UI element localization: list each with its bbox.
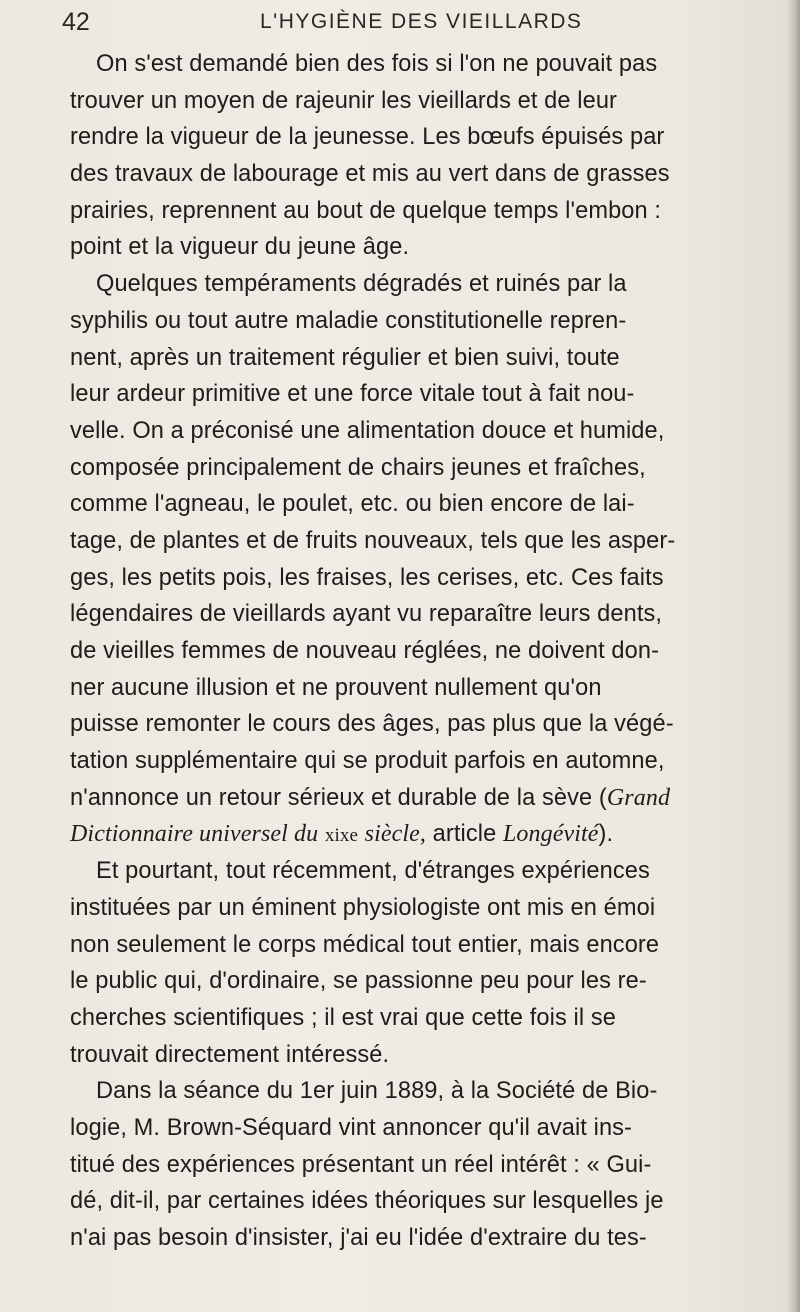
text-line: instituées par un éminent physiologiste ont mis en émoi bbox=[70, 894, 656, 921]
text-line: prairies, reprennent au bout de quelque temps l'embon : bbox=[70, 197, 662, 224]
text-line: cherches scientifiques ; il est vrai que cette fois il se bbox=[70, 1004, 616, 1031]
citation-article-word: article bbox=[432, 821, 497, 848]
text-line: puisse remonter le cours des âges, pas plus que la végé- bbox=[70, 711, 674, 738]
text-line: le public qui, d'ordinaire, se passionne peu pour les re- bbox=[70, 968, 647, 995]
text-line: Quelques tempéraments dégradés et ruinés par la bbox=[96, 271, 627, 298]
text-line: tation supplémentaire qui se produit parfois en automne, bbox=[70, 748, 665, 775]
text-line: Dans la séance du 1er juin 1889, à la Société de Bio- bbox=[96, 1078, 658, 1105]
page-number: 42 bbox=[62, 8, 90, 36]
citation-title-part1: Grand bbox=[606, 784, 671, 811]
citation-century: xixe bbox=[324, 825, 359, 847]
text-line: composée principalement de chairs jeunes et fraîches, bbox=[70, 454, 646, 481]
citation-article-title: Longévité bbox=[502, 821, 599, 848]
text-line: de vieilles femmes de nouveau réglées, ne doivent don- bbox=[70, 638, 660, 664]
text-line: nent, après un traitement régulier et bien suivi, toute bbox=[70, 344, 620, 371]
text-line: Et pourtant, tout récemment, d'étranges expériences bbox=[96, 858, 650, 885]
text-line: tage, de plantes et de fruits nouveaux, tels que les asper- bbox=[70, 527, 676, 554]
running-header bbox=[62, 8, 782, 38]
text-line: ner aucune illusion et ne prouvent nullement qu'on bbox=[70, 674, 602, 701]
text-line: ges, les petits pois, les fraises, les cerises, etc. Ces faits bbox=[70, 564, 664, 591]
text-line: dé, dit-il, par certaines idées théoriques sur lesquelles je bbox=[70, 1188, 664, 1215]
text-line: syphilis ou tout autre maladie constitutionelle repren- bbox=[70, 307, 627, 334]
citation-suffix: siècle, bbox=[364, 821, 427, 848]
text-line: logie, M. Brown-Séquard vint annoncer qu'il avait ins- bbox=[70, 1114, 633, 1141]
text-line: velle. On a préconisé une alimentation douce et humide, bbox=[70, 417, 665, 444]
text-line-citation-start bbox=[70, 780, 790, 817]
text-line-citation-end bbox=[70, 816, 790, 853]
text-line: trouvait directement intéressé. bbox=[70, 1041, 390, 1068]
text-line: n'ai pas besoin d'insister, j'ai eu l'idée d'extraire du tes- bbox=[70, 1225, 647, 1251]
text-line: légendaires de vieillards ayant vu reparaître leurs dents, bbox=[70, 601, 663, 628]
citation-closing: ). bbox=[598, 821, 614, 848]
text-line: trouver un moyen de rajeunir les vieillards et de leur bbox=[70, 87, 618, 114]
text-run: n'annonce un retour sérieux et durable de la sève ( bbox=[70, 784, 607, 811]
text-line: comme l'agneau, le poulet, etc. ou bien encore de lai- bbox=[70, 491, 635, 518]
text-line: titué des expériences présentant un réel intérêt : « Gui- bbox=[70, 1151, 652, 1178]
body-text bbox=[70, 46, 790, 1257]
text-line: On s'est demandé bien des fois si l'on ne pouvait pas bbox=[96, 51, 658, 77]
running-title: L'HYGIÈNE DES VIEILLARDS bbox=[260, 10, 583, 33]
text-line: rendre la vigueur de la jeunesse. Les bœufs épuisés par bbox=[70, 124, 665, 151]
text-line: non seulement le corps médical tout entier, mais encore bbox=[70, 931, 660, 958]
text-line: point et la vigueur du jeune âge. bbox=[70, 234, 410, 261]
text-line: leur ardeur primitive et une force vitale tout à fait nou- bbox=[70, 381, 635, 408]
text-line: des travaux de labourage et mis au vert dans de grasses bbox=[70, 161, 670, 188]
citation-title-part2: Dictionnaire universel du bbox=[70, 821, 319, 848]
